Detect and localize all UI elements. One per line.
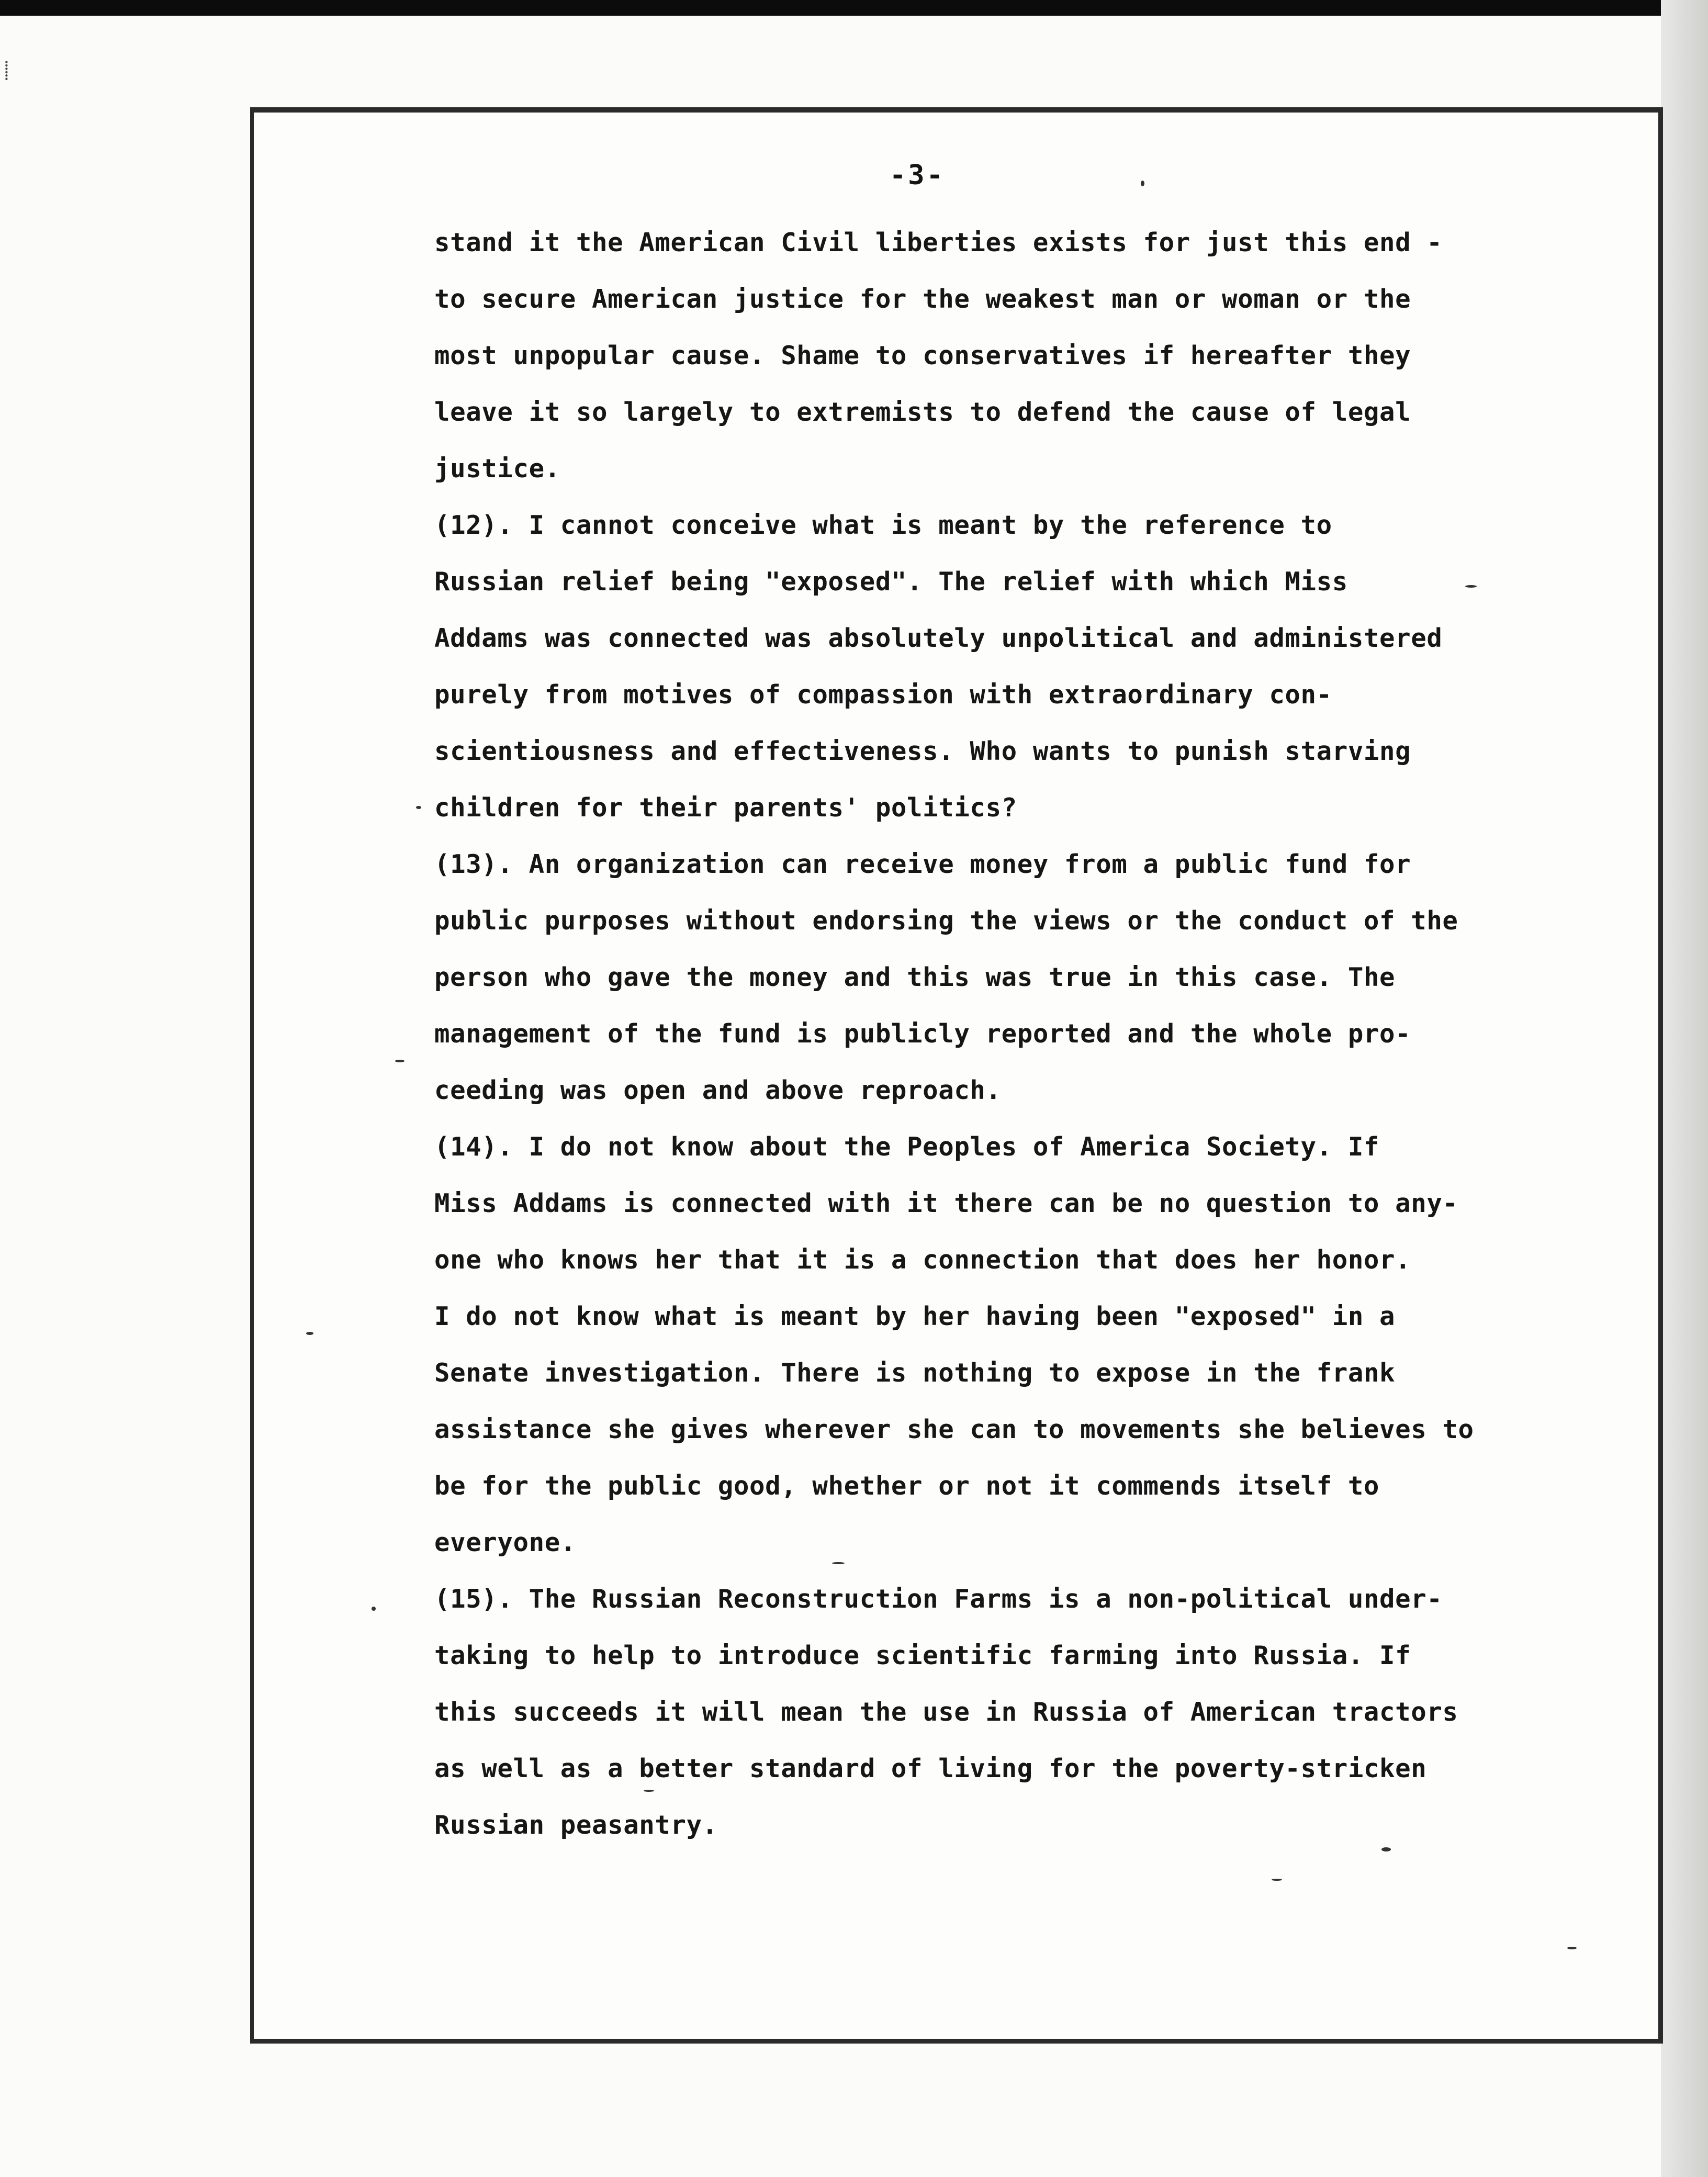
text-line: be for the public good, whether or not it commends itself to [434,1471,1380,1501]
scan-speck [832,1562,845,1564]
text-line: Russian relief being "exposed". The relief with which Miss [434,567,1348,597]
text-line: (13). An organization can receive money from a public fund for [434,849,1411,879]
text-line: this succeeds it will mean the use in Russia of American tractors [434,1697,1458,1727]
scan-speck [416,806,421,809]
letter-body [434,215,1474,1854]
text-line: as well as a better standard of living for the poverty-stricken [434,1754,1427,1783]
scan-speck [372,1607,376,1611]
text-line: ceeding was open and above reproach. [434,1075,1002,1105]
text-line: I do not know what is meant by her having been "exposed" in a [434,1301,1396,1331]
text-line: leave it so largely to extremists to defend the cause of legal [434,397,1411,427]
text-line: to secure American justice for the weakest man or woman or the [434,284,1411,314]
scan-speck [1272,1879,1282,1881]
text-line: Russian peasantry. [434,1810,718,1840]
text-line: (12). I cannot conceive what is meant by the reference to [434,510,1332,540]
text-line: Addams was connected was absolutely unpolitical and administered [434,623,1443,653]
text-line: Senate investigation. There is nothing to expose in the frank [434,1358,1396,1388]
text-line: (14). I do not know about the Peoples of America Society. If [434,1132,1380,1162]
text-line: (15). The Russian Reconstruction Farms is a non-political under- [434,1584,1443,1614]
text-line: justice. [434,454,560,484]
text-line: one who knows her that it is a connection that does her honor. [434,1245,1411,1275]
text-line: public purposes without endorsing the views or the conduct of the [434,906,1458,936]
binding-mark-icon: ⸽ [4,60,9,81]
text-line: children for their parents' politics? [434,793,1017,823]
scan-top-border [0,0,1708,16]
scan-speck [1141,181,1144,186]
scan-speck [644,1790,654,1792]
text-line: assistance she gives wherever she can to movements she believes to [434,1415,1474,1444]
scan-speck [1381,1847,1391,1851]
scan-speck [1567,1947,1577,1949]
text-line: stand it the American Civil liberties exists for just this end - [434,228,1443,257]
scan-right-edge [1661,0,1708,2177]
scan-speck [1465,585,1477,588]
text-line: Miss Addams is connected with it there can be no question to any- [434,1188,1458,1218]
scan-speck [395,1060,404,1062]
text-line: management of the fund is publicly reported and the whole pro- [434,1019,1411,1049]
text-line: purely from motives of compassion with extraordinary con- [434,680,1332,710]
text-line: scientiousness and effectiveness. Who wants to punish starving [434,736,1411,766]
scan-speck [306,1332,313,1335]
text-line: everyone. [434,1528,576,1557]
text-line: most unpopular cause. Shame to conservatives if hereafter they [434,341,1411,371]
text-line: taking to help to introduce scientific farming into Russia. If [434,1641,1411,1670]
text-line: person who gave the money and this was true in this case. The [434,962,1396,992]
page-number: -3- [890,160,945,191]
